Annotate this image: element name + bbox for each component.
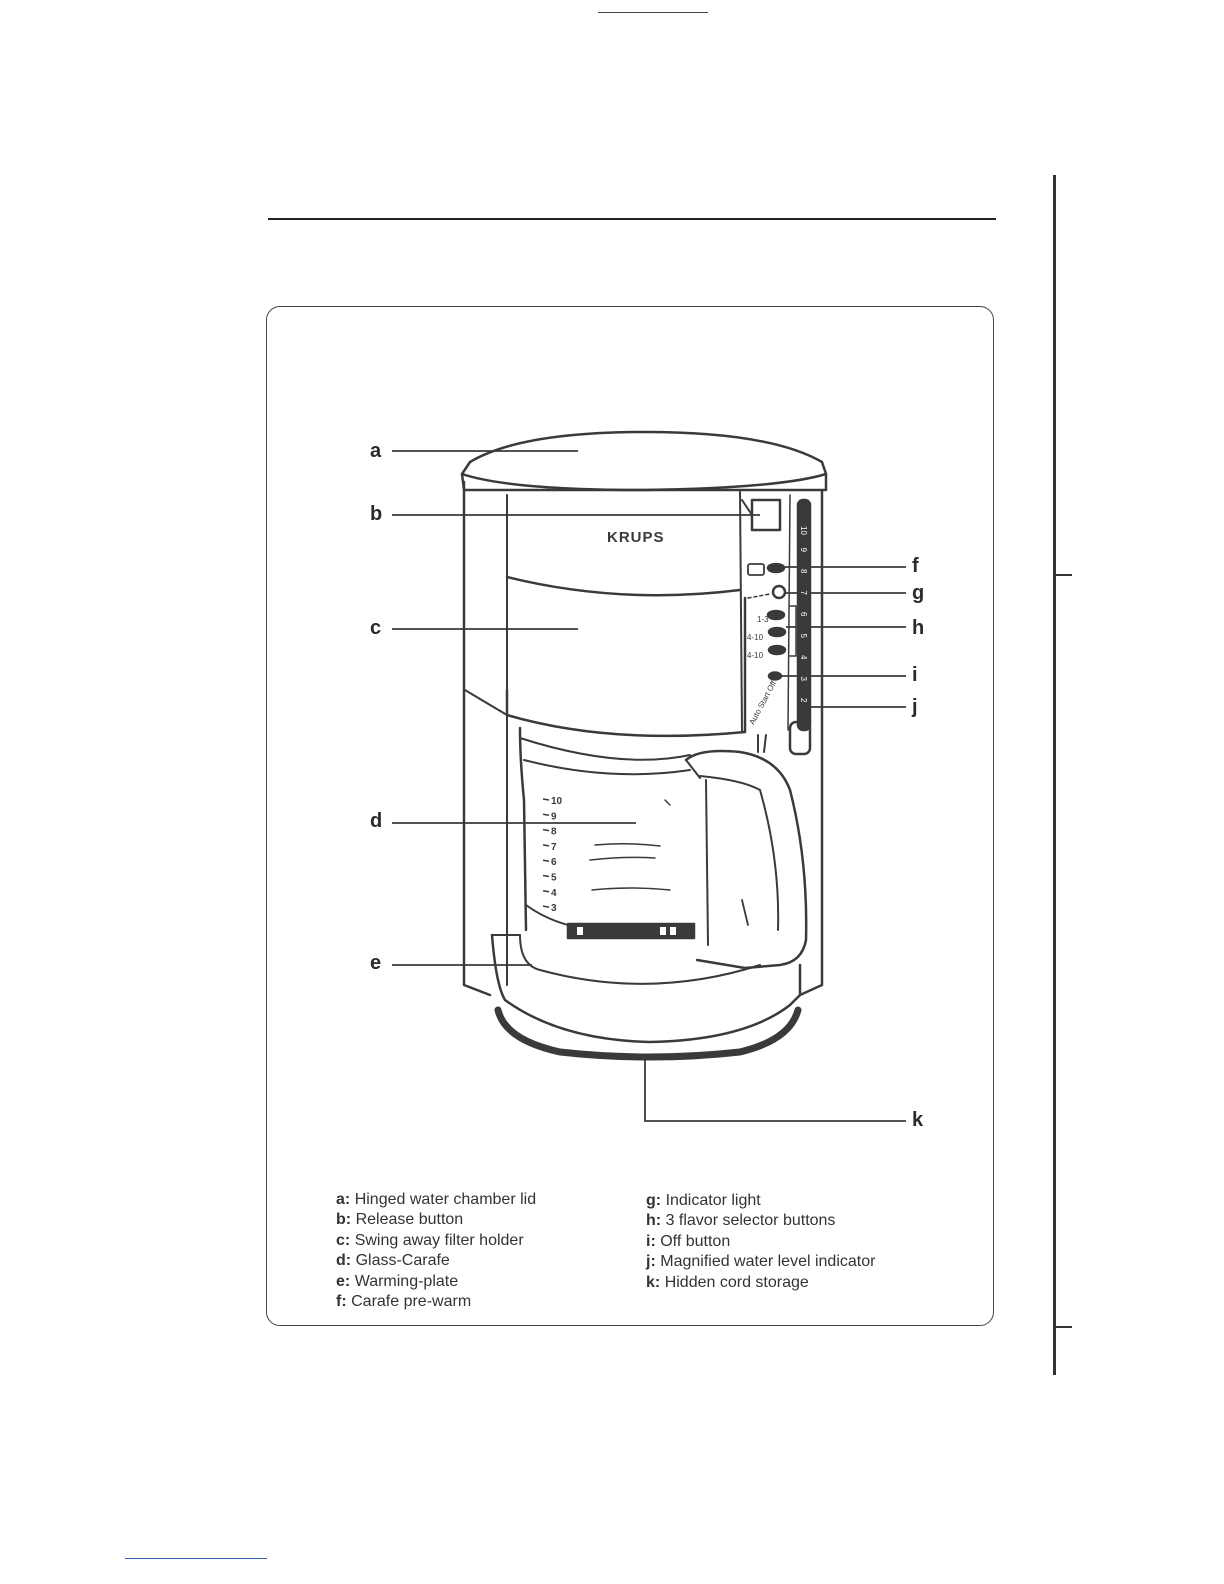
callout-h: h	[912, 617, 925, 639]
carafe-scale-tick	[543, 860, 549, 861]
warming-plate	[492, 935, 800, 1042]
legend-item: j: Magnified water level indicator	[646, 1253, 876, 1271]
brand-logo: KRUPS	[607, 529, 665, 546]
housing-left-wall	[464, 482, 490, 995]
callout-b: b	[370, 503, 383, 525]
carafe-scale	[543, 796, 563, 914]
carafe-scale-label: 4	[551, 887, 557, 899]
level-scale-label: 4	[799, 655, 808, 660]
level-scale-label: 7	[799, 590, 808, 595]
auto-start-label: Auto Start Off	[747, 679, 779, 727]
callout-j: j	[912, 696, 918, 718]
carafe-scale-tick	[543, 891, 549, 892]
callout-f: f	[912, 555, 919, 577]
flavor-label-2: 4-10	[747, 633, 764, 642]
carafe-scale-label: 10	[551, 796, 563, 807]
carafe-scale-label: 5	[551, 872, 557, 884]
carafe-scale-tick	[543, 906, 549, 907]
carafe-scale-label: 9	[551, 811, 557, 823]
callout-a: a	[370, 440, 382, 462]
legend-item: g: Indicator light	[646, 1192, 761, 1209]
legend-item: k: Hidden cord storage	[646, 1273, 809, 1291]
carafe-left	[520, 728, 526, 930]
level-scale-label: 5	[799, 633, 808, 638]
indicator-light-shape	[773, 586, 785, 598]
level-scale-label: 2	[799, 698, 808, 703]
carafe-scale-label: 3	[551, 903, 557, 915]
off-button-shape	[769, 673, 781, 680]
carafe-scale-label: 6	[551, 857, 557, 869]
legend-item: a: Hinged water chamber lid	[336, 1191, 537, 1208]
leader-k	[645, 1060, 906, 1121]
callout-c: c	[370, 617, 382, 639]
flavor-label-3: 4-10	[747, 651, 764, 660]
callout-i: i	[912, 664, 918, 686]
legend-item: c: Swing away filter holder	[336, 1231, 524, 1249]
legend-left-column	[336, 1190, 536, 1312]
legend-right-column	[646, 1191, 875, 1293]
flavor-label-1: 1-3	[757, 615, 769, 624]
legend-item: e: Warming-plate	[336, 1272, 459, 1290]
lid-rim	[462, 474, 826, 490]
legend-item: b: Release button	[336, 1211, 464, 1229]
lid-outline	[462, 432, 826, 490]
legend-item: f: Carafe pre-warm	[336, 1293, 472, 1311]
carafe-scale-tick	[543, 814, 549, 815]
carafe-scale-label: 8	[551, 826, 557, 838]
level-scale-label: 6	[799, 612, 808, 617]
legend-item: d: Glass-Carafe	[336, 1252, 450, 1270]
callout-d: d	[370, 810, 383, 832]
callout-k: k	[912, 1109, 924, 1131]
callout-g: g	[912, 582, 925, 604]
level-scale-label: 10	[799, 526, 808, 535]
carafe-scale-tick	[543, 799, 549, 800]
base-shadow	[498, 1010, 798, 1057]
legend-item: h: 3 flavor selector buttons	[646, 1212, 836, 1230]
level-scale-label: 8	[799, 569, 808, 574]
legend-item: i: Off button	[646, 1232, 731, 1250]
level-scale-label: 3	[799, 676, 808, 681]
carafe-scale-label: 7	[551, 841, 557, 853]
carafe-scale-tick	[543, 876, 549, 877]
callout-e: e	[370, 952, 382, 974]
carafe-scale-tick	[543, 845, 549, 846]
filter-holder-outline	[507, 598, 745, 736]
filter-holder-top	[507, 577, 740, 595]
level-scale-label: 9	[799, 547, 808, 552]
prewarm-button-shape	[768, 564, 784, 572]
carafe-scale-tick	[543, 830, 549, 831]
